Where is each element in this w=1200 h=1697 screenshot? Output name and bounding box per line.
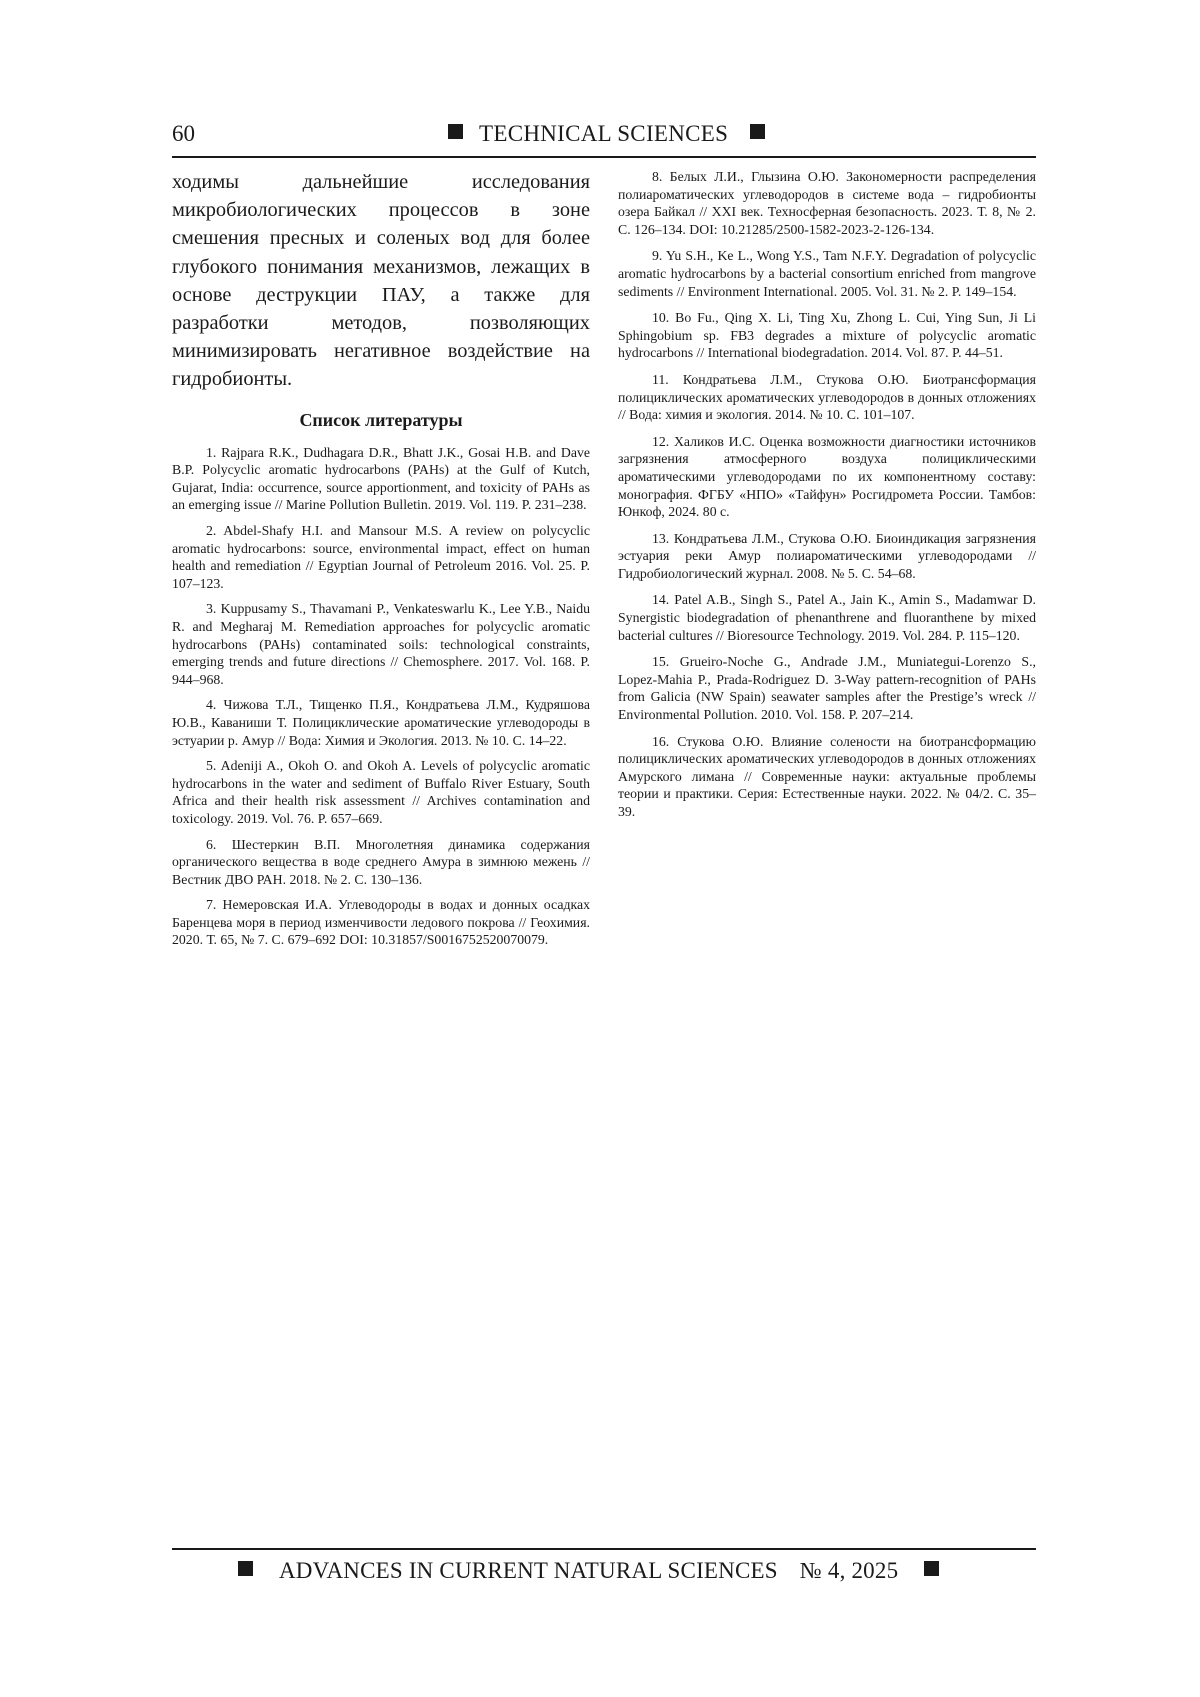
journal-title: ADVANCES IN CURRENT NATURAL SCIENCES (279, 1558, 778, 1583)
square-bullet-icon (924, 1561, 939, 1576)
reference-item: 2. Abdel-Shafy H.I. and Mansour M.S. A review on polycyclic aromatic hydrocarbons: source, environmental impact, effect on human health and remediation // Egyptian Journal of Petroleum 2016. Vol. 25. P. 107–123. (172, 523, 590, 591)
reference-item: 7. Немеровская И.А. Углеводороды в водах и донных осадках Баренцева моря в период изменчивости ледового покрова // Геохимия. 2020. Т. 65, № 7. С. 679–692 DOI: 10.31857/S0016752520070079. (172, 897, 590, 948)
header-rule (172, 156, 1036, 158)
page-number: 60 (172, 121, 195, 146)
references-heading: Список литературы (299, 409, 463, 430)
reference-item: 13. Кондратьева Л.М., Стукова О.Ю. Биоиндикация загрязнения эстуария реки Амур полиароматическими углеводородами // Гидробиологический журнал. 2008. № 5. С. 54–68. (618, 530, 1036, 581)
reference-item: 14. Patel A.B., Singh S., Patel A., Jain K., Amin S., Madamwar D. Synergistic biodegradation of phenanthrene and fluoranthene by mixed bacterial cultures // Bioresource Technology. 2019. Vol. 284. P. 115–120. (618, 592, 1036, 643)
reference-item: 9. Yu S.H., Ke L., Wong Y.S., Tam N.F.Y. Degradation of polycyclic aromatic hydrocarbons by a bacterial consortium enriched from mangrove sediments // Environment International. 2005. Vol. 31. № 2. P. 149–154. (618, 248, 1036, 299)
page-footer (238, 1556, 939, 1586)
reference-item: 10. Bo Fu., Qing X. Li, Ting Xu, Zhong L. Cui, Ying Sun, Ji Li Sphingobium sp. FB3 degrades a mixture of polycyclic aromatic hydrocarbons // International biodegradation. 2014. Vol. 87. P. 44–51. (618, 310, 1036, 361)
reference-item: 16. Стукова О.Ю. Влияние солености на биотрансформацию полициклических ароматических углеводородов в донных отложениях Амурского лимана // Современные науки: актуальные проблемы теории и практики. Серия: Естественные науки. 2022. № 04/2. С. 35–39. (618, 733, 1036, 819)
reference-item: 15. Grueiro-Noche G., Andrade J.M., Muniategui-Lorenzo S., Lopez-Mahia P., Prada-Rodriguez D. 3-Way pattern-recognition of PAHs from Galicia (NW Spain) seawater samples after the Prestige’s wreck // Environmental Pollution. 2010. Vol. 158. P. 207–214. (618, 654, 1036, 723)
reference-item: 1. Rajpara R.K., Dudhagara D.R., Bhatt J.K., Gosai H.B. and Dave B.P. Polycyclic aromatic hydrocarbons (PAHs) at the Gulf of Kutch, Gujarat, India: occurrence, source apportionment, and toxicity of PAHs as an emerging issue // Marine Pollution Bulletin. 2019. Vol. 119. P. 231–238. (172, 444, 590, 513)
reference-item: 6. Шестеркин В.П. Многолетняя динамика содержания органического вещества в воде среднего Амура в зимнюю межень // Вестник ДВО РАН. 2018. № 2. С. 130–136. (172, 836, 590, 887)
reference-item: 11. Кондратьева Л.М., Стукова О.Ю. Биотрансформация полициклических ароматических углеводородов в донных отложениях // Вода: химия и экология. 2014. № 10. С. 101–107. (618, 371, 1036, 423)
footer-rule (172, 1548, 1036, 1550)
reference-item: 12. Халиков И.С. Оценка возможности диагностики источников загрязнения атмосферного воздуха полициклическими ароматическими углеводородами по их компонентному составу: монография. ФГБУ «НПО» «Тайфун» Росгидромета России. Тамбов: Юнкоф, 2024. 80 с. (618, 433, 1036, 520)
square-bullet-icon (750, 124, 765, 139)
running-head (448, 120, 765, 148)
square-bullet-icon (448, 124, 463, 139)
reference-item: 3. Kuppusamy S., Thavamani P., Venkateswarlu K., Lee Y.B., Naidu R. and Megharaj M. Remediation approaches for polycyclic aromatic hydrocarbons (PAHs) contaminated soils: technological constraints, emerging trends and future directions // Chemosphere. 2017. Vol. 168. P. 944–968. (172, 601, 590, 687)
page-header (172, 118, 1036, 158)
section-title: TECHNICAL SCIENCES (479, 121, 729, 146)
reference-item: 8. Белых Л.И., Глызина О.Ю. Закономерности распределения полиароматических углеводородов в системе вода – гидробионты озера Байкал // XXI век. Техносферная безопасность. 2023. Т. 8, № 2. С. 126–134. DOI: 10.21285/2500-1582-2023-2-126-134. (618, 169, 1036, 237)
right-column (618, 168, 1036, 830)
reference-item: 4. Чижова Т.Л., Тищенко П.Я., Кондратьева Л.М., Кудряшова Ю.В., Каваниши Т. Полициклические ароматические углеводороды в эстуарии р. Амур // Вода: Химия и Экология. 2013. № 10. С. 14–22. (172, 697, 590, 748)
left-column (172, 168, 590, 957)
body-paragraph: ходимы дальнейшие исследования микробиологических процессов в зоне смешения пресных и соленых вод для более глубокого понимания механизмов, лежащих в основе деструкции ПАУ, а также для разработки методов, позволяющих минимизировать негативное воздействие на гидробионты. (172, 171, 590, 391)
reference-item: 5. Adeniji A., Okoh O. and Okoh A. Levels of polycyclic aromatic hydrocarbons in the water and sediment of Buffalo River Estuary, South Africa and their health risk assessment // Archives contamination and toxicology. 2019. Vol. 76. P. 657–669. (172, 758, 590, 826)
issue-number: № 4, 2025 (799, 1558, 899, 1583)
square-bullet-icon (238, 1561, 253, 1576)
